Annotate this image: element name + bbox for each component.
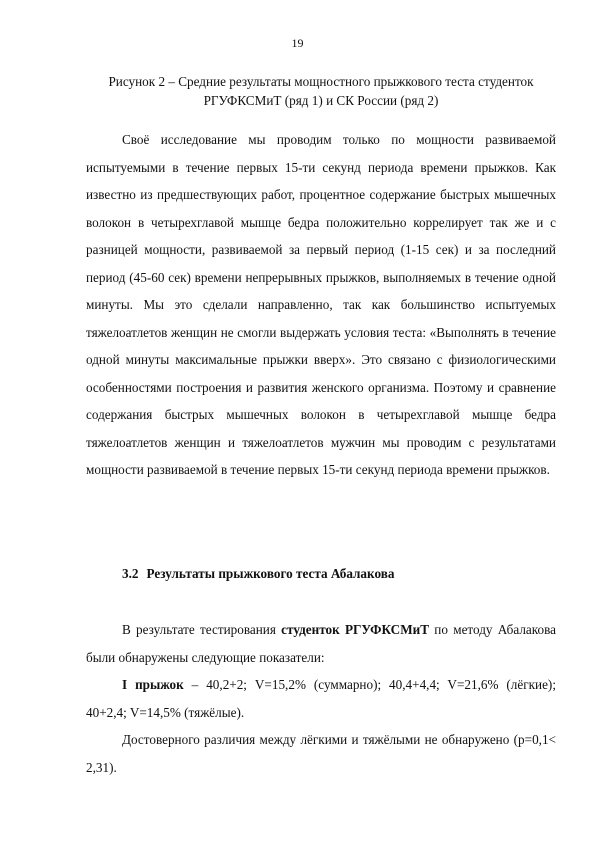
paragraph-first-jump	[86, 671, 556, 726]
results-intro-text-start: В результате тестирования	[122, 622, 282, 637]
figure-caption-line-1: Рисунок 2 – Средние результаты мощностного прыжкового теста студенток	[108, 74, 534, 89]
first-jump-values: – 40,2+2; V=15,2% (суммарно); 40,4+4,4; V=21,6% (лёгкие); 40+2,4; V=14,5% (тяжёлые).	[86, 677, 556, 720]
page-number: 19	[291, 36, 304, 50]
body-text-block-1	[86, 126, 556, 484]
paragraph-research-method: Своё исследование мы проводим только по мощности развиваемой испытуемыми в течение первых 15-ти секунд периода времени прыжков. Как известно из предшествующих работ, процентное содержание быстрых мышечных волокон в четырехглавой мышце бедра положительно коррелирует так же и с разницей мощности, развиваемой за первый период (1-15 сек) и за последний период (45-60 сек) времени непрерывных прыжков, выполняемых в течение одной минуты. Мы это сделали направленно, так как большинство испытуемых тяжелоатлетов женщин не смогли выдержать условия теста: «Выполнять в течение одной минуты максимальные прыжки вверх». Это связано с физиологическими особенностями построения и развития женского организма. Поэтому и сравнение содержания быстрых мышечных волокон в четырехглавой мышце бедра тяжелоатлетов женщин и тяжелоатлетов мужчин мы проводим с результатами мощности развиваемой в течение первых 15-ти секунд периода времени прыжков.	[86, 132, 556, 477]
figure-caption-line-2: РГУФКСМиТ (ряд 1) и СК России (ряд 2)	[203, 93, 439, 108]
figure-caption	[86, 72, 556, 110]
paragraph-significance: Достоверного различия между лёгкими и тяжёлыми не обнаружено (р=0,1< 2,31).	[86, 732, 556, 775]
results-intro-bold: студенток РГУФКСМиТ	[281, 622, 430, 637]
body-text-block-2	[86, 616, 556, 781]
section-title: Результаты прыжкового теста Абалакова	[146, 566, 395, 581]
section-number: 3.2	[122, 566, 139, 581]
first-jump-label: I прыжок	[122, 677, 184, 692]
paragraph-results-intro	[86, 616, 556, 671]
results-intro-text-end: по методу Абалакова были обнаружены следующие показатели:	[86, 622, 556, 665]
section-heading	[122, 566, 394, 582]
